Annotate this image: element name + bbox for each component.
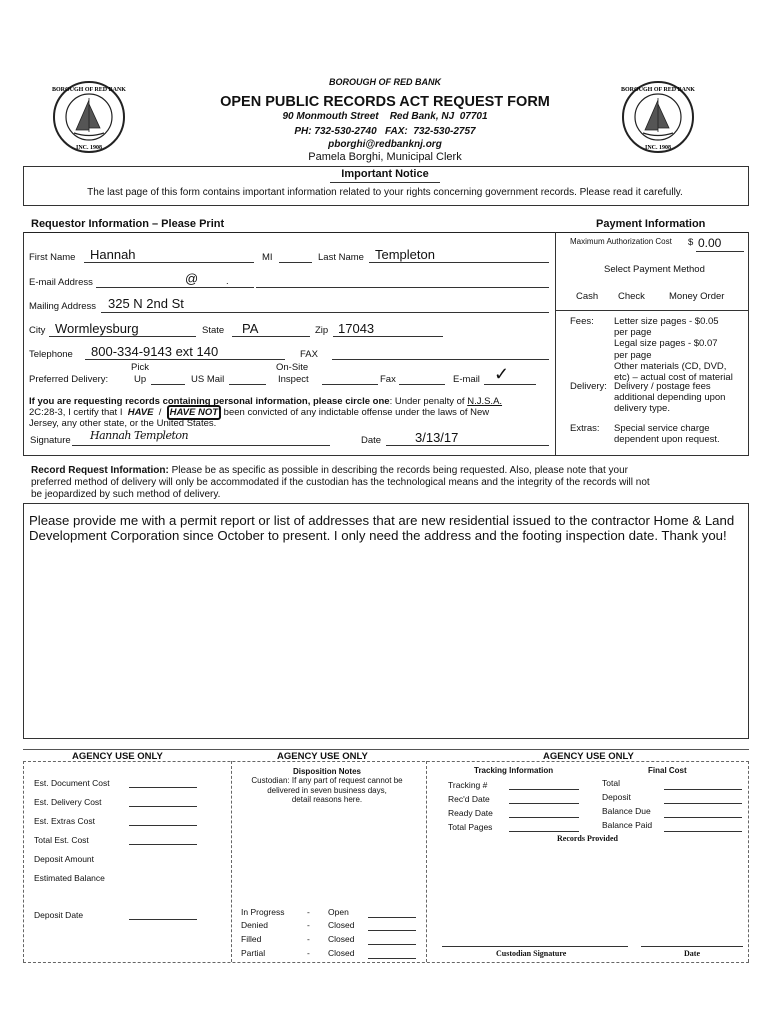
seal-left-inc: INC. 1908 bbox=[75, 145, 103, 151]
mi-label: MI bbox=[262, 252, 273, 263]
ready-date-label: Ready Date bbox=[448, 808, 493, 818]
date-label: Date bbox=[361, 435, 382, 446]
important-notice-text: The last page of this form contains important information related to your rights concerning government records. Please read it carefully. bbox=[87, 187, 683, 198]
fees-line: per page bbox=[614, 327, 652, 339]
balance-paid-label: Balance Paid bbox=[602, 820, 653, 830]
email-domain-field[interactable] bbox=[256, 287, 549, 288]
clerk-name: Pamela Borghi, Municipal Clerk bbox=[308, 151, 462, 163]
inspect-field[interactable] bbox=[322, 384, 378, 385]
disposition-line2: delivered in seven business days, bbox=[267, 786, 387, 795]
select-payment-method: Select Payment Method bbox=[604, 264, 705, 275]
seal-left-text: BOROUGH OF RED BANK bbox=[52, 87, 126, 93]
records-provided-label: Records Provided bbox=[557, 834, 618, 843]
personal-info-penalty: : Under penalty of bbox=[389, 396, 468, 407]
status-dash: - bbox=[307, 907, 310, 917]
state-field[interactable]: PA bbox=[242, 321, 259, 336]
extras-label: Extras: bbox=[570, 423, 600, 434]
estimated-balance-label: Estimated Balance bbox=[34, 873, 105, 883]
zip-label: Zip bbox=[315, 325, 329, 336]
payment-money-order[interactable]: Money Order bbox=[669, 291, 725, 302]
personal-info-line2 bbox=[29, 407, 489, 418]
recd-date-label: Rec'd Date bbox=[448, 794, 490, 804]
total-est-cost-label: Total Est. Cost bbox=[34, 835, 89, 845]
record-request-label: Record Request Information: bbox=[31, 465, 169, 476]
delivery-fee-details bbox=[614, 381, 725, 415]
est-document-cost-label: Est. Document Cost bbox=[34, 778, 110, 788]
personal-info-line3: Jersey, any other state, or the United States. bbox=[29, 418, 217, 429]
payment-cash[interactable]: Cash bbox=[576, 291, 599, 302]
instructions-line1: Please be as specific as possible in describing the records being requested. Also, please note that your bbox=[168, 465, 628, 476]
balance-paid-field[interactable] bbox=[664, 831, 742, 832]
form-title: OPEN PUBLIC RECORDS ACT REQUEST FORM bbox=[220, 94, 550, 110]
custodian-date-label: Date bbox=[684, 949, 700, 958]
disposition-line1: Custodian: If any part of request cannot be bbox=[251, 776, 403, 785]
instructions-line3: be jeopardized by such method of delivery. bbox=[31, 489, 221, 500]
status-filled[interactable]: Filled bbox=[241, 934, 262, 944]
delivery-fee-label: Delivery: bbox=[570, 381, 607, 392]
personal-info-bold: If you are requesting records containing personal information, please circle one bbox=[29, 396, 390, 407]
est-extras-cost-field[interactable] bbox=[129, 825, 197, 826]
status-in-progress[interactable]: In Progress bbox=[241, 907, 285, 917]
ready-date-field[interactable] bbox=[509, 817, 579, 818]
final-cost-title: Final Cost bbox=[648, 766, 687, 775]
fees-line: per page bbox=[614, 349, 652, 361]
extras-line: Special service charge bbox=[614, 423, 710, 434]
conviction-text: been convicted of any indictable offense under the laws of New bbox=[221, 407, 490, 418]
email-label: E-mail Address bbox=[29, 277, 93, 288]
final-deposit-field[interactable] bbox=[664, 803, 742, 804]
tracking-number-field[interactable] bbox=[509, 789, 579, 790]
status-open-field[interactable] bbox=[368, 917, 416, 918]
zip-field[interactable]: 17043 bbox=[338, 321, 375, 336]
instructions-line2: preferred method of delivery will only be accommodated if the custodian has the technological means and the integrity of the records will not bbox=[31, 477, 650, 488]
balance-due-field[interactable] bbox=[664, 817, 742, 818]
contact-email: pborghi@redbanknj.org bbox=[328, 139, 442, 150]
requestor-heading: Requestor Information – Please Print bbox=[31, 218, 225, 230]
payment-heading: Payment Information bbox=[596, 218, 706, 230]
record-request-box[interactable] bbox=[23, 503, 749, 739]
usmail-field[interactable] bbox=[229, 384, 266, 385]
disposition-line3: detail reasons here. bbox=[291, 795, 363, 804]
deposit-amount-label: Deposit Amount bbox=[34, 854, 95, 864]
state-label: State bbox=[202, 325, 225, 336]
have-option[interactable]: HAVE bbox=[127, 407, 154, 418]
pickup-label: Up bbox=[134, 374, 147, 385]
inspect-label: Inspect bbox=[278, 374, 309, 385]
email-delivery-checkmark[interactable]: ✓ bbox=[494, 364, 510, 384]
deposit-date-field[interactable] bbox=[129, 919, 197, 920]
signature-field[interactable]: Hannah Templeton bbox=[90, 429, 189, 442]
final-total-label: Total bbox=[602, 778, 620, 788]
disposition-notes-title: Disposition Notes bbox=[292, 767, 361, 776]
onsite-label: On-Site bbox=[276, 362, 309, 373]
est-delivery-cost-field[interactable] bbox=[129, 806, 197, 807]
agency-col3-title: AGENCY USE ONLY bbox=[543, 751, 634, 762]
fees-line: Letter size pages - $0.05 bbox=[614, 316, 719, 327]
seal-right-inc: INC. 1908 bbox=[644, 145, 672, 151]
custodian-signature-field[interactable] bbox=[442, 946, 628, 947]
custodian-date-field[interactable] bbox=[641, 946, 743, 947]
status-closed-field[interactable] bbox=[368, 958, 416, 959]
last-name-field[interactable]: Templeton bbox=[375, 247, 435, 262]
telephone-label: Telephone bbox=[29, 349, 73, 360]
email-at-sign: @ bbox=[185, 271, 199, 286]
njsa-ref: N.J.S.A. bbox=[467, 396, 503, 407]
first-name-label: First Name bbox=[29, 252, 76, 263]
dollar-sign: $ bbox=[688, 237, 694, 248]
max-authorization-label: Maximum Authorization Cost bbox=[570, 237, 672, 246]
have-slash: / bbox=[153, 407, 167, 418]
status-closed[interactable]: Closed bbox=[328, 934, 355, 944]
mailing-label: Mailing Address bbox=[29, 301, 97, 312]
certify-text: 2C:28-3, I certify that I bbox=[29, 407, 128, 418]
date-field[interactable]: 3/13/17 bbox=[415, 430, 459, 445]
final-deposit-label: Deposit bbox=[602, 792, 631, 802]
status-denied[interactable]: Denied bbox=[241, 920, 268, 930]
recd-date-field[interactable] bbox=[509, 803, 579, 804]
agency-col1-title: AGENCY USE ONLY bbox=[72, 751, 163, 762]
custodian-signature-label: Custodian Signature bbox=[496, 949, 567, 958]
fees-line: Other materials (CD, DVD, bbox=[614, 360, 727, 372]
record-request-instructions bbox=[31, 465, 650, 501]
record-request-text[interactable]: Please provide me with a permit report or list of addresses that are new residential issued to the contractor Home & Land Development Corporation since October to present. I only need the address and the footing inspection date. Thank you! bbox=[29, 513, 735, 543]
extras-line: dependent upon request. bbox=[614, 434, 720, 446]
last-name-label: Last Name bbox=[318, 252, 364, 263]
signature-label: Signature bbox=[30, 435, 71, 446]
city-field[interactable]: Wormleysburg bbox=[55, 321, 139, 336]
borough-name: BOROUGH OF RED BANK bbox=[329, 77, 441, 87]
city-label: City bbox=[29, 325, 46, 336]
tracking-number-label: Tracking # bbox=[448, 780, 488, 790]
agency-col2-title: AGENCY USE ONLY bbox=[277, 751, 368, 762]
tracking-info-title: Tracking Information bbox=[474, 766, 554, 775]
contact-phone-fax: PH: 732-530-2740 FAX: 732-530-2757 bbox=[294, 126, 476, 137]
fax-delivery-field[interactable] bbox=[399, 384, 445, 385]
status-closed[interactable]: Closed bbox=[328, 920, 355, 930]
pick-label: Pick bbox=[131, 362, 149, 373]
total-pages-field[interactable] bbox=[509, 831, 579, 832]
fax-delivery-label: Fax bbox=[380, 374, 396, 385]
mi-field[interactable] bbox=[279, 262, 312, 263]
status-closed-field[interactable] bbox=[368, 944, 416, 945]
telephone-field[interactable]: 800-334-9143 ext 140 bbox=[91, 344, 219, 359]
balance-due-label: Balance Due bbox=[602, 806, 651, 816]
important-notice-title: Important Notice bbox=[341, 168, 429, 180]
fees-label: Fees: bbox=[570, 316, 594, 327]
status-open[interactable]: Open bbox=[328, 907, 349, 917]
est-delivery-cost-label: Est. Delivery Cost bbox=[34, 797, 102, 807]
status-dash: - bbox=[307, 934, 310, 944]
final-total-field[interactable] bbox=[664, 789, 742, 790]
est-extras-cost-label: Est. Extras Cost bbox=[34, 816, 95, 826]
status-closed[interactable]: Closed bbox=[328, 948, 355, 958]
payment-check[interactable]: Check bbox=[618, 291, 645, 302]
total-est-cost-field[interactable] bbox=[129, 844, 197, 845]
status-closed-field[interactable] bbox=[368, 930, 416, 931]
personal-info-line1 bbox=[29, 396, 502, 407]
fees-line: Legal size pages - $0.07 bbox=[614, 338, 718, 350]
delivery-line: delivery type. bbox=[614, 403, 670, 415]
delivery-line: Delivery / postage fees bbox=[614, 381, 711, 392]
extras-details bbox=[614, 423, 720, 445]
pickup-field[interactable] bbox=[151, 384, 185, 385]
fax-label: FAX bbox=[300, 349, 318, 360]
preferred-delivery-label: Preferred Delivery: bbox=[29, 374, 109, 385]
seal-right-text: BOROUGH OF RED BANK bbox=[621, 87, 695, 93]
address: 90 Monmouth Street Red Bank, NJ 07701 bbox=[282, 111, 488, 122]
email-delivery-label: E-mail bbox=[453, 374, 480, 385]
delivery-line: additional depending upon bbox=[614, 392, 726, 404]
status-partial[interactable]: Partial bbox=[241, 948, 266, 958]
total-pages-label: Total Pages bbox=[448, 822, 493, 832]
email-user-field[interactable] bbox=[96, 287, 254, 288]
max-authorization-value[interactable]: 0.00 bbox=[698, 236, 722, 250]
first-name-field[interactable]: Hannah bbox=[90, 247, 136, 262]
email-dot: . bbox=[226, 276, 229, 287]
fees-line: etc) – actual cost of material bbox=[614, 372, 733, 384]
deposit-date-label: Deposit Date bbox=[34, 910, 84, 920]
fax-field[interactable] bbox=[332, 359, 549, 360]
usmail-label: US Mail bbox=[191, 374, 225, 385]
fees-details bbox=[614, 316, 733, 383]
have-not-option-circled[interactable]: HAVE NOT bbox=[167, 405, 221, 420]
status-dash: - bbox=[307, 948, 310, 958]
status-dash: - bbox=[307, 920, 310, 930]
mailing-address-field[interactable]: 325 N 2nd St bbox=[108, 296, 184, 311]
